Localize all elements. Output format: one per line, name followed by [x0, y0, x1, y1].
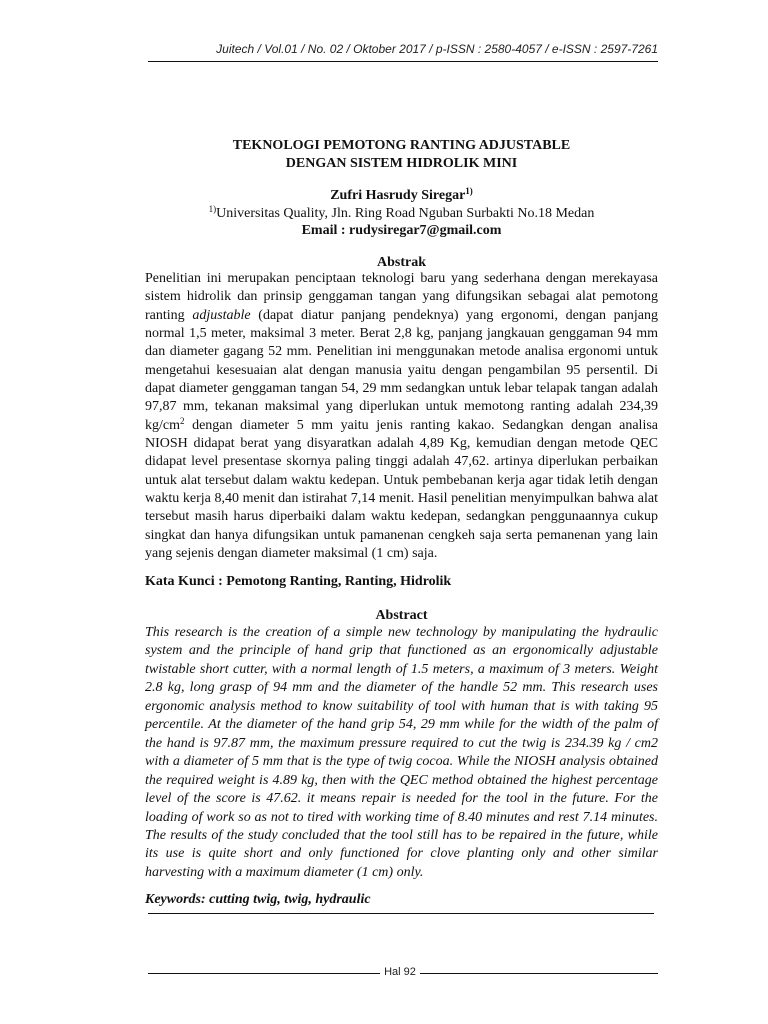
- kata-kunci: Kata Kunci : Pemotong Ranting, Ranting, Hidrolik: [145, 574, 452, 589]
- footer-divider-right: [420, 973, 658, 974]
- abstrak-text-part-2: (dapat diatur panjang pendeknya) yang ergonomi, dengan panjang normal 1,5 meter, maksimal 3 meter. Berat 2,8 kg, panjang jangkauan genggaman 94 mm dan diameter gagang 52 mm. Penelitian ini menggunakan metode analisa ergonomi untuk mengetahui kesesuaian alat dengan manusia yaitu dengan pengambilan 95 persentil. Di dapat diameter genggaman tangan 54, 29 mm sedangkan untuk lebar telapak tangan adalah 97,87 mm, tekanan maksimal yang diperlukan untuk memotong ranting adalah 234,39 kg/cm: [145, 307, 658, 433]
- abstrak-body: [145, 270, 658, 564]
- affiliation-superscript: 1): [208, 204, 217, 214]
- author: [145, 187, 658, 205]
- author-name: Zufri Hasrudy Siregar: [330, 188, 466, 203]
- page-number: Hal 92: [384, 966, 416, 978]
- header-divider: [148, 61, 658, 62]
- affiliation: [145, 205, 658, 223]
- journal-header: Juitech / Vol.01 / No. 02 / Oktober 2017 / p-ISSN : 2580-4057 / e-ISSN : 2597-7261: [216, 42, 658, 56]
- abstract-heading: Abstract: [375, 608, 428, 623]
- title-line-2: DENGAN SISTEM HIDROLIK MINI: [285, 156, 518, 171]
- abstrak-text-part-1: Penelitian ini merupakan penciptaan teknologi baru yang sederhana dengan merekayasa sistem hidrolik dan prinsip genggaman tangan yang difungsikan sebagai alat pemotong ranting: [145, 271, 658, 323]
- footer-divider-left: [148, 973, 380, 974]
- unit-superscript: 2: [180, 415, 185, 426]
- affiliation-text: Universitas Quality, Jln. Ring Road Nguban Surbakti No.18 Medan: [216, 206, 595, 221]
- paper-title: [145, 137, 658, 173]
- author-superscript: 1): [465, 186, 473, 196]
- abstrak-heading: Abstrak: [376, 255, 426, 270]
- abstract-body: This research is the creation of a simple new technology by manipulating the hydraulic system and the principle of hand grip that functioned as an ergonomically adjustable twistable short cutter, with a normal length of 1.5 meters, a maximum of 3 meters. Weight 2.8 kg, long grasp of 94 mm and the diameter of the handle 52 mm. This research uses ergonomic analysis method to know suitability of tool with human that is with taking 95 percentile. At the diameter of the hand grip 54, 29 mm while for the width of the palm of the hand is 97.87 mm, the maximum pressure required to cut the twig is 234.39 kg / cm2 with a diameter of 5 mm that is the type of twig cocoa. While the NIOSH analysis obtained the required weight is 4.89 kg, then with the QEC method obtained the highest percentage level of the score is 47.62. it means repair is needed for the tool in the future. For the loading of work so as not to tired with working time of 8.40 minutes and rest 7.14 minutes. The results of the study concluded that the tool still has to be repaired in the future, while its use is quite short and only functioned for clove planting only and other similar harvesting with a maximum diameter (1 cm) only.: [145, 625, 658, 880]
- abstrak-italic-term: adjustable: [192, 307, 251, 323]
- title-line-1: TEKNOLOGI PEMOTONG RANTING ADJUSTABLE: [232, 138, 571, 153]
- keywords: Keywords: cutting twig, twig, hydraulic: [145, 892, 371, 907]
- abstrak-text-part-3: dengan diameter 5 mm yaitu jenis ranting kakao. Sedangkan dengan analisa NIOSH didapat berat yang disyaratkan adalah 4,89 Kg, kemudian dengan metode QEC didapat level presentase skornya paling tinggi adalah 47,62. artinya diperlukan perbaikan untuk alat tersebut dalam waktu kedepan. Untuk pembebanan kerja agar tidak letih dengan waktu kerja 8,40 menit dan istirahat 7,14 menit. Hasil penelitian menyimpulkan bahwa alat tersebut masih harus diperbaiki dalam waktu kedepan, sedangkan penggunaannya cukup singkat dan hanya difungsikan untuk pamanenan cengkeh saja serta pemanenan yang lain yang sejenis dengan diameter maksimal (1 cm) saja.: [145, 417, 658, 562]
- author-email: Email : rudysiregar7@gmail.com: [301, 223, 502, 238]
- abstract-end-divider: [148, 913, 654, 914]
